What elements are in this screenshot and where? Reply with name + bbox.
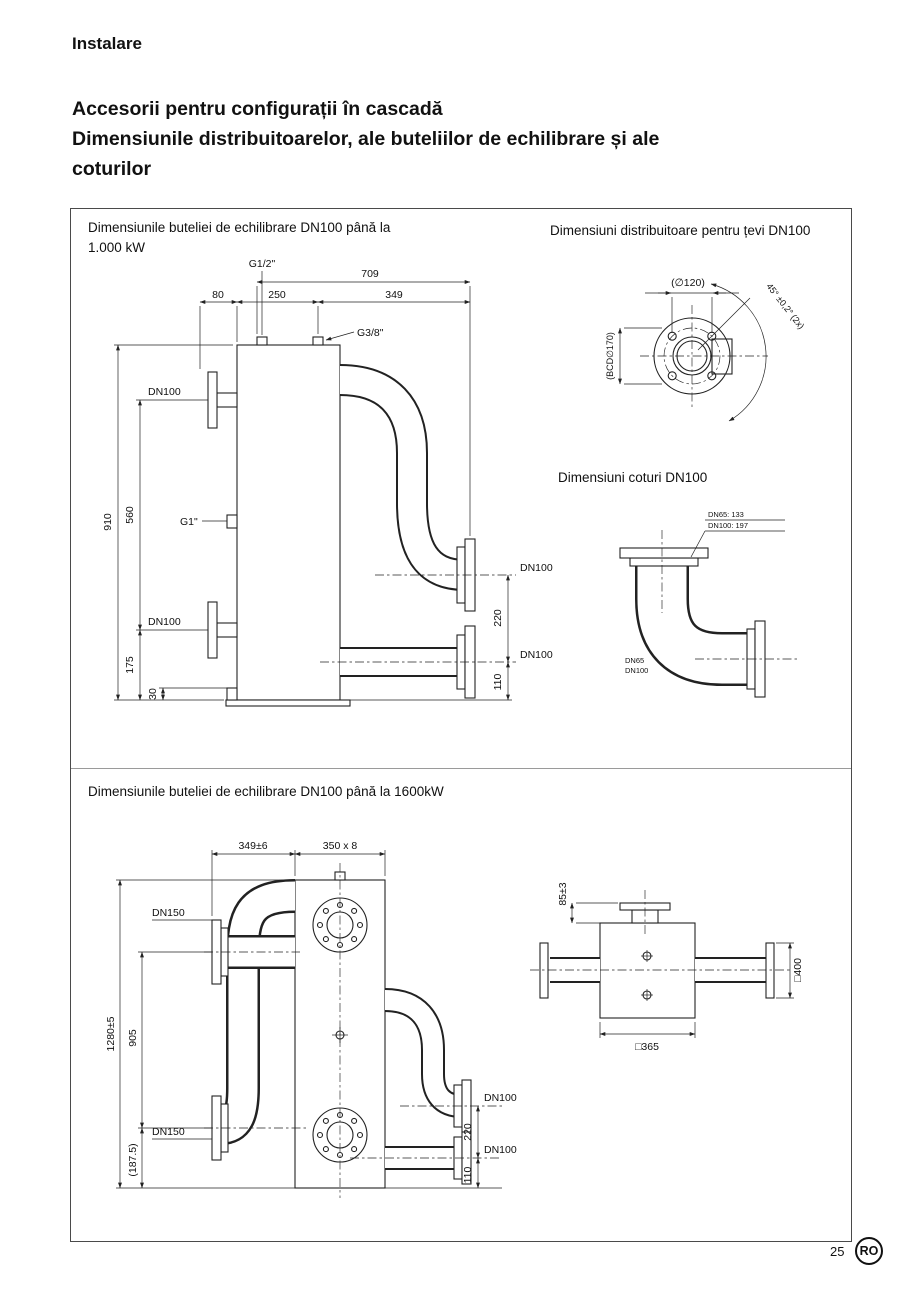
note-dn65: DN65: 133 — [708, 510, 744, 519]
label-dn100-left-lower: DN100 — [148, 616, 181, 628]
heading-line-2: Dimensiunile distribuitoarelor, ale buteliilor de echilibrare și ale — [72, 128, 660, 150]
heading-line-1: Accesorii pentru configurații în cascadă — [72, 98, 443, 120]
label-g38: G3/8" — [357, 327, 384, 339]
dim-sq365: □365 — [635, 1041, 659, 1053]
dim-349-6: 349±6 — [238, 840, 268, 852]
dim-sq400: □400 — [792, 958, 804, 982]
dimension-lines — [620, 284, 766, 421]
page-title: Instalare — [72, 34, 142, 53]
dim-905: 905 — [127, 1029, 139, 1047]
dim-85-3: 85±3 — [557, 882, 569, 906]
left-flange-lower — [208, 602, 237, 658]
dim-709: 709 — [361, 268, 379, 280]
label-dn100-lower: DN100 — [484, 1144, 517, 1156]
drawing-bottle-1000kw — [80, 255, 560, 725]
dim-110: 110 — [492, 673, 504, 691]
flange-top-view — [640, 298, 768, 407]
label-dn100-right-lower: DN100 — [520, 649, 553, 661]
section-heading — [72, 94, 832, 184]
dim-angle-45: 45° ±0,2° (2x) — [764, 281, 807, 331]
heading-line-3: coturilor — [72, 158, 152, 180]
bottle1000-title-line2: 1.000 kW — [88, 240, 146, 255]
language-badge: RO — [855, 1237, 883, 1265]
bottle-body — [226, 337, 350, 706]
distributor-title: Dimensiuni distribuitoare pentru țevi DN100 — [550, 223, 811, 238]
drawing-distributor-flange — [600, 263, 850, 453]
page-number: 25 — [830, 1244, 845, 1259]
dim-187-5: (187.5) — [127, 1143, 139, 1177]
dim-910: 910 — [102, 513, 114, 531]
right-upper-pipe — [385, 1000, 471, 1132]
bottle1600-title: Dimensiunile buteliei de echilibrare DN100 până la 1600kW — [88, 784, 444, 799]
dim-560: 560 — [124, 506, 136, 524]
manifold-body — [540, 903, 774, 1018]
dim-175: 175 — [124, 656, 136, 674]
dim-1280: 1280±5 — [105, 1016, 117, 1052]
dim-350x8: 350 x 8 — [322, 840, 358, 852]
elbow-title: Dimensiuni coturi DN100 — [558, 470, 708, 485]
dim-bcd170: (BCD∅170) — [605, 332, 615, 380]
dim-250: 250 — [268, 289, 286, 301]
right-upper-pipe — [340, 380, 475, 611]
label-dn100-left-upper: DN100 — [148, 386, 181, 398]
drawing-bottle-1600kw — [100, 838, 530, 1216]
label-dn150-upper: DN150 — [152, 907, 185, 919]
label-dn100-right-upper: DN100 — [520, 562, 553, 574]
drawing-manifold — [520, 858, 820, 1058]
label-dn150-lower: DN150 — [152, 1126, 185, 1138]
label-g12: G1/2" — [248, 258, 276, 270]
dim-220: 220 — [462, 1123, 474, 1141]
dim-80: 80 — [212, 289, 224, 301]
label-dn100: DN100 — [625, 666, 649, 675]
dim-220: 220 — [492, 609, 504, 627]
left-flange-upper — [208, 372, 237, 428]
note-dn100: DN100: 197 — [708, 521, 749, 530]
dim-349: 349 — [385, 289, 403, 301]
label-dn100-upper: DN100 — [484, 1092, 517, 1104]
bottle1000-title-line1: Dimensiunile buteliei de echilibrare DN100 până la — [88, 220, 391, 235]
dim-30: 30 — [147, 688, 159, 700]
left-sweep-pipe — [221, 896, 295, 1128]
label-dn65: DN65 — [625, 656, 645, 665]
drawing-elbow — [595, 505, 845, 720]
label-g1: G1" — [180, 516, 198, 528]
bottle1000-title — [88, 218, 458, 258]
panel-divider — [71, 768, 851, 769]
dim-110: 110 — [462, 1166, 474, 1184]
dim-d120: (∅120) — [671, 277, 705, 289]
